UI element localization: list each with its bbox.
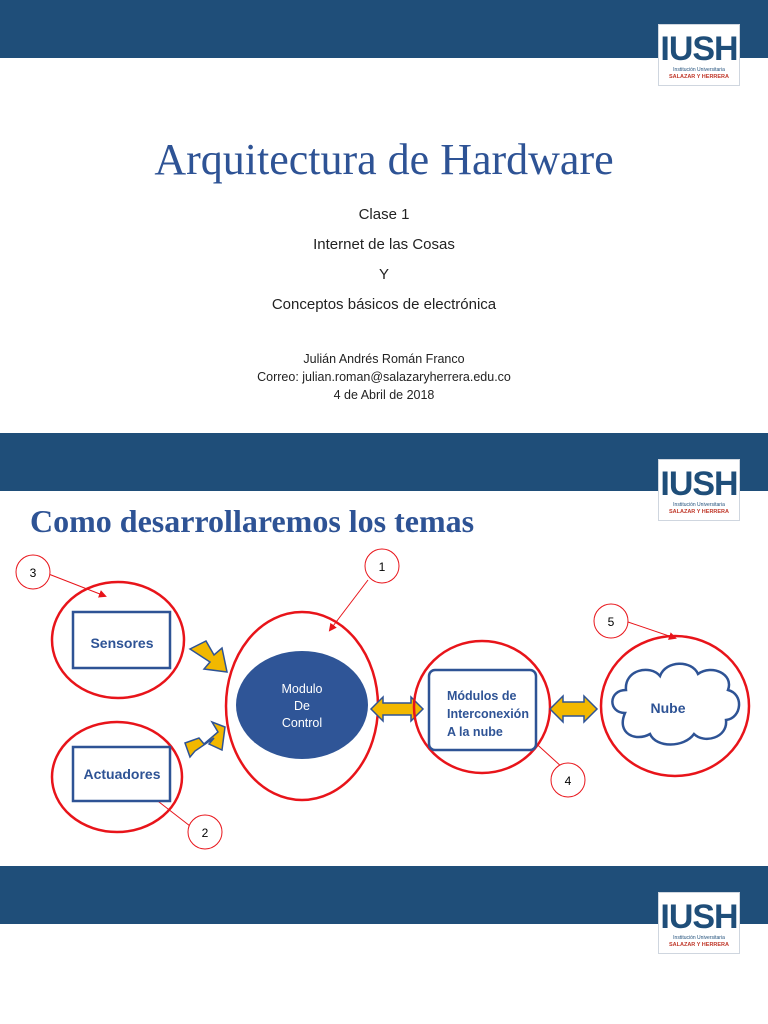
cloud-label: Nube	[650, 700, 686, 716]
number-5	[594, 604, 628, 638]
author-name: Julián Andrés Román Franco	[303, 352, 465, 366]
slide-3	[0, 866, 768, 1024]
number-2	[188, 815, 222, 849]
interconnect-line-2: Interconexión	[447, 707, 529, 721]
actuadores-label: Actuadores	[83, 766, 161, 782]
control-line-2: De	[294, 699, 310, 713]
interconnect-line-1: Módulos de	[447, 689, 517, 703]
number-5-label: 5	[607, 615, 615, 629]
interconnect-line-3: A la nube	[447, 725, 503, 739]
logo-text: IUSH	[660, 465, 738, 503]
iush-logo	[658, 24, 740, 86]
header-band	[0, 0, 768, 58]
logo-line2: SALAZAR Y HERRERA	[669, 509, 729, 515]
number-1-label: 1	[378, 560, 386, 574]
number-3-label: 3	[29, 566, 37, 580]
sensores-label: Sensores	[90, 635, 154, 651]
architecture-diagram	[0, 540, 768, 856]
subtitle-line-3: Y	[378, 266, 389, 283]
subtitle-line-4: Conceptos básicos de electrónica	[271, 296, 497, 313]
control-line-3: Control	[281, 716, 323, 730]
logo-line1: Institución Universitaria	[673, 502, 725, 508]
iush-logo	[658, 892, 740, 954]
logo-line2: SALAZAR Y HERRERA	[669, 74, 729, 80]
logo-line1: Institución Universitaria	[673, 67, 725, 73]
presentation-title: Arquitectura de Hardware	[154, 135, 614, 184]
logo-text: IUSH	[660, 30, 738, 68]
iush-logo	[658, 459, 740, 521]
subtitle-line-2: Internet de las Cosas	[313, 236, 455, 253]
presentation-date: 4 de Abril de 2018	[333, 388, 435, 402]
number-4	[551, 763, 585, 797]
number-4-label: 4	[564, 774, 572, 788]
number-1	[365, 549, 399, 583]
actuadores-arrow	[185, 722, 225, 757]
number-2-label: 2	[201, 826, 209, 840]
control-line-1: Modulo	[281, 682, 323, 696]
logo-line1: Institución Universitaria	[673, 935, 725, 941]
header-band	[0, 866, 768, 924]
header-band	[0, 433, 768, 491]
slide-1	[0, 0, 768, 424]
logo-text: IUSH	[660, 898, 738, 936]
section-title: Como desarrollaremos los temas	[30, 503, 475, 539]
subtitle-line-1: Clase 1	[358, 206, 410, 223]
author-email: Correo: julian.roman@salazaryherrera.edu.co	[257, 370, 511, 384]
sensores-arrow	[190, 641, 227, 672]
logo-line2: SALAZAR Y HERRERA	[669, 942, 729, 948]
interconnect-cloud-arrow	[550, 696, 597, 722]
number-3	[16, 555, 50, 589]
